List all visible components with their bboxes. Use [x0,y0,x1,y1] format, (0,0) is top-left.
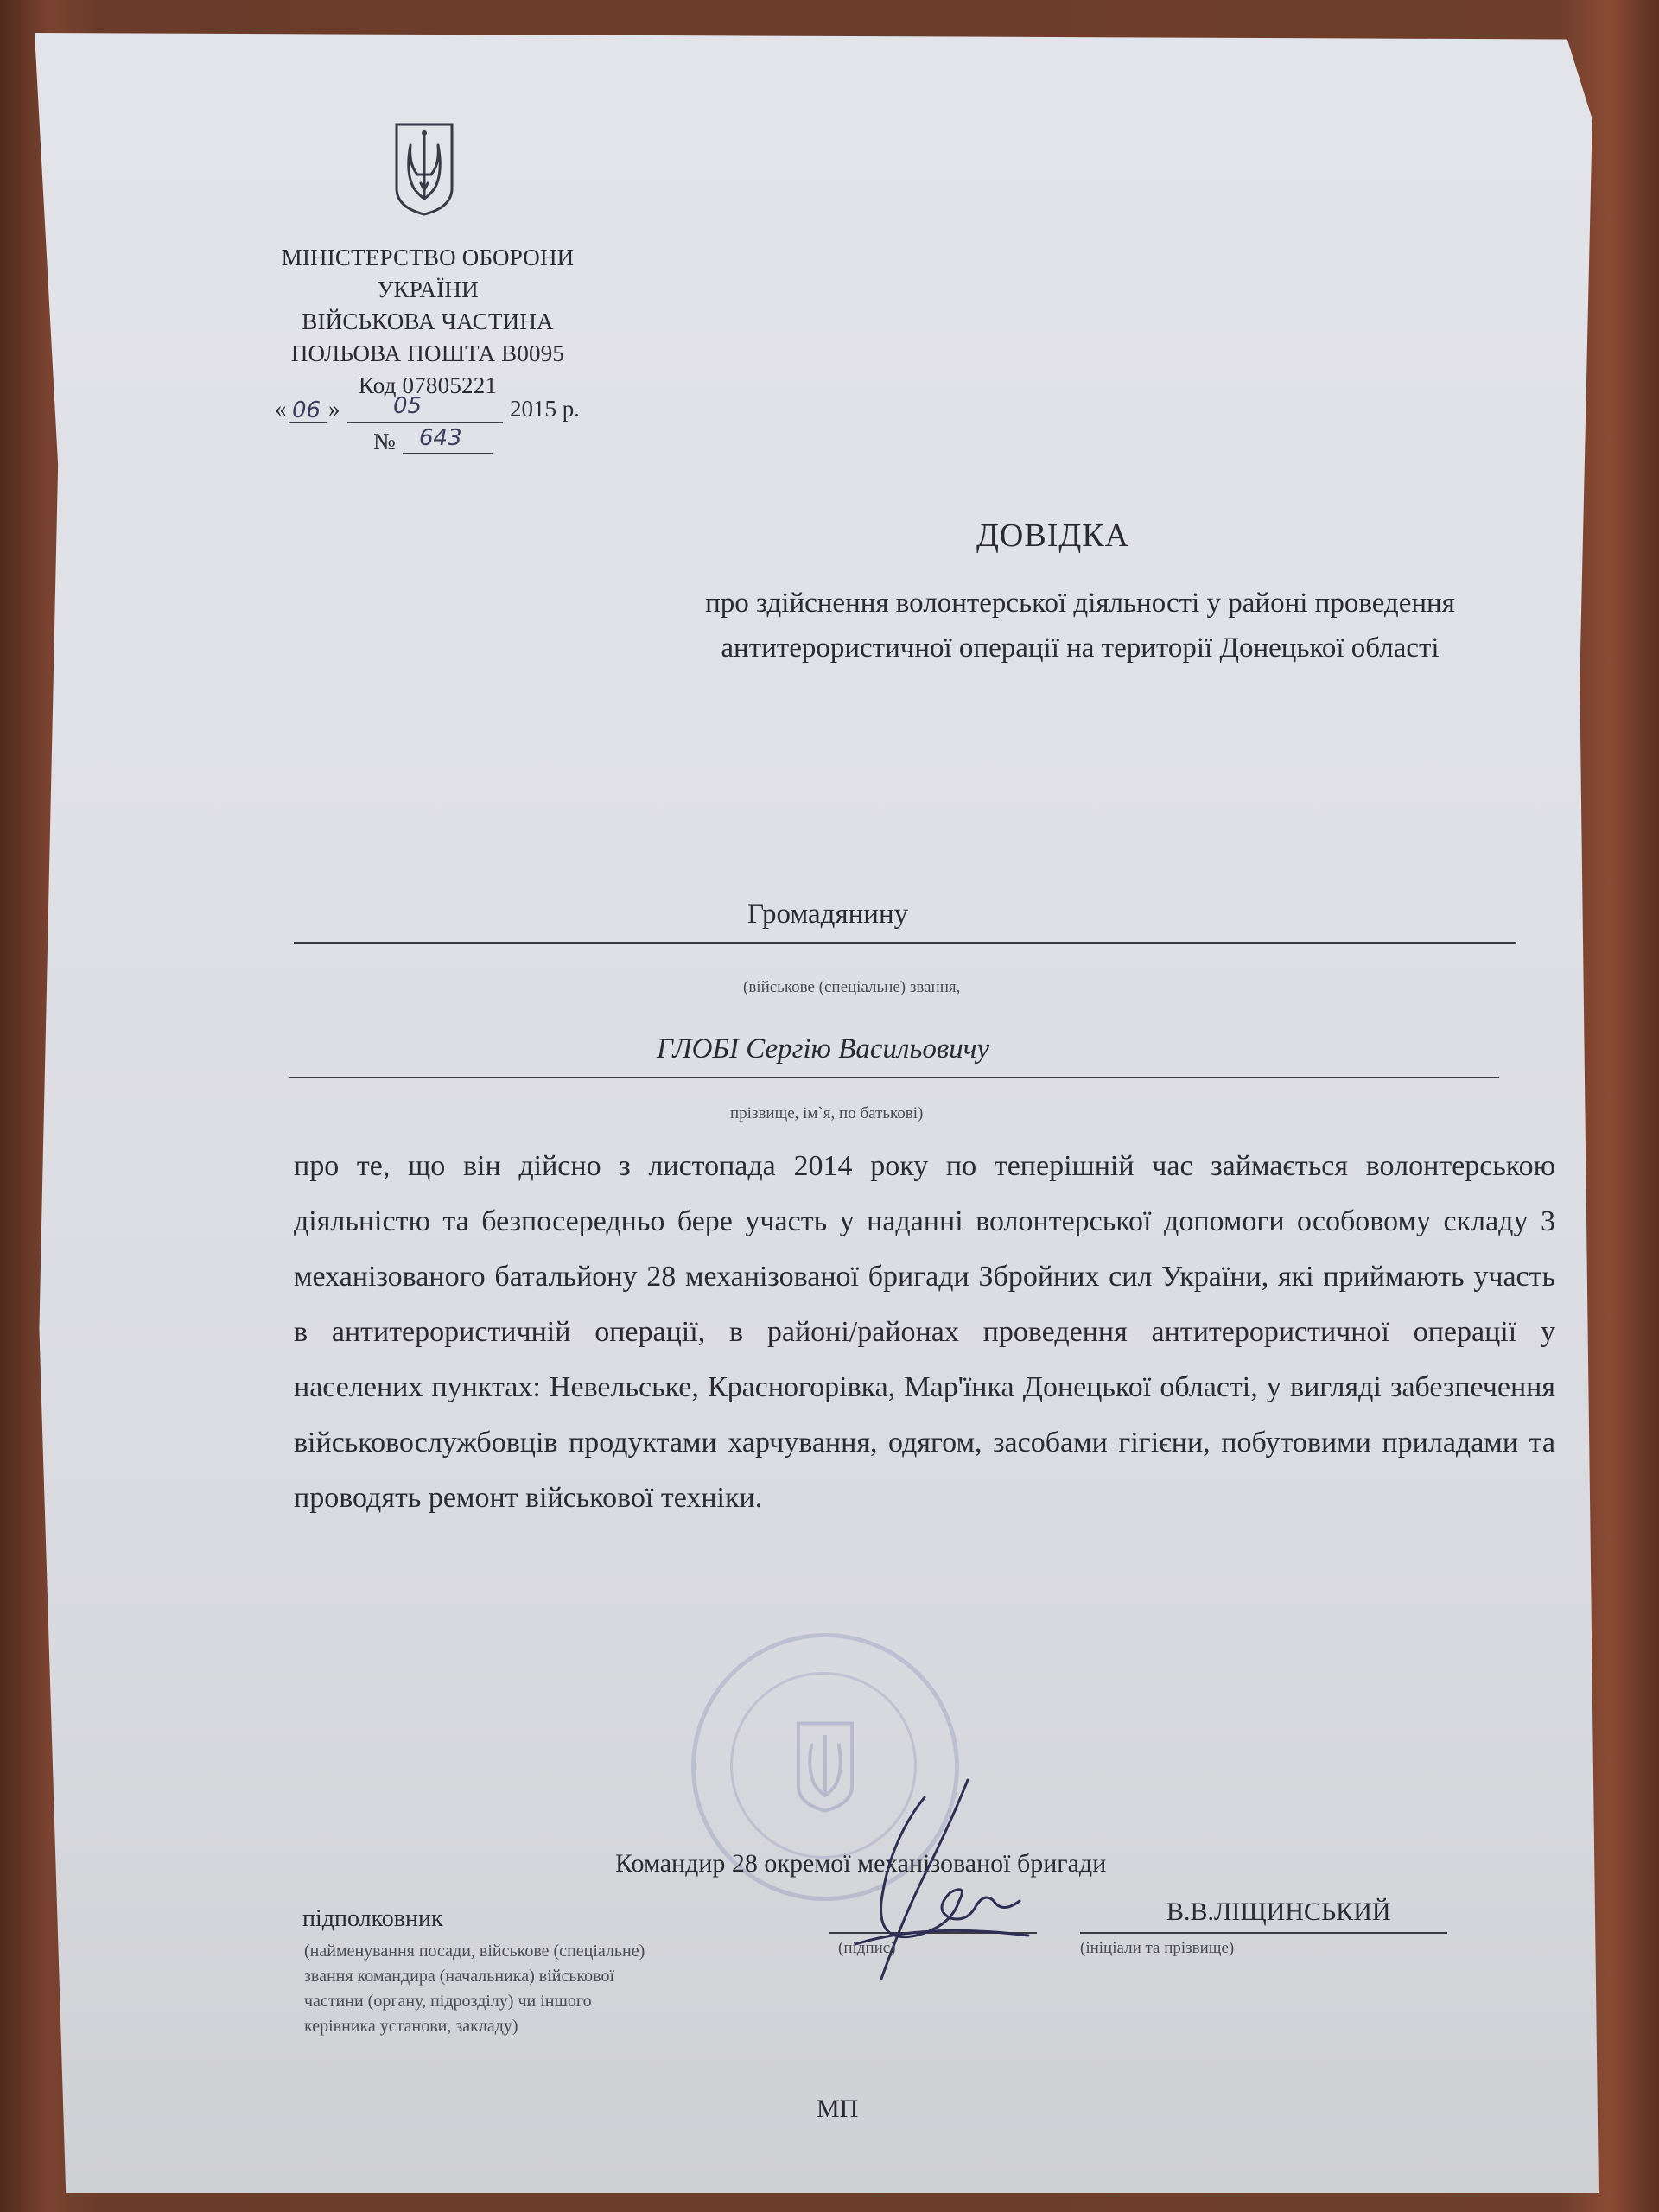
field-post: ПОЛЬОВА ПОШТА В0095 [290,340,565,366]
handwritten-signature [821,1771,1046,1996]
rank-caption: (військове (спеціальне) звання, [743,978,961,996]
military-unit-label: ВІЙСЬКОВА ЧАСТИНА [302,308,554,334]
seal-place-mark: МП [817,2094,859,2123]
unit-code: Код 07805221 [358,372,498,398]
number-label: № [373,429,396,454]
signer-underline [1080,1932,1447,1934]
commander-position: підполковник [302,1905,443,1932]
name-caption: прізвище, ім`я, по батькові) [730,1104,924,1122]
date-day-underline [289,422,327,423]
signature-caption: (підпис) [838,1939,896,1957]
ministry-country: УКРАЇНИ [377,276,479,302]
date-open-quote: « [275,396,287,422]
ministry-name: МІНІСТЕРСТВО ОБОРОНИ [281,245,575,270]
name-underline [289,1077,1499,1078]
date-day: 06 [292,397,321,423]
document-subtitle: про здійснення волонтерської діяльності у районі проведення антитерористичної операції на території Донецької області [705,588,1455,664]
position-caption: (найменування посади, військове (спеціальне) звання командира (начальника) військової частини (органу, підрозділу) чи іншого керівника установи, закладу) [304,1942,645,2036]
coat-of-arms-icon [393,121,455,218]
document-title: ДОВІДКА [976,518,1130,554]
certificate-body: про те, що він дійсно з листопада 2014 року по теперішній час займається волонтерською діяльністю та безпосередньо бере участь у наданні волонтерської допомоги особовому складу 3 механізованого батальйону 28 механізованої бригади Збройних сил України, які приймають участь в антитерористичній операції, в районі/районах проведення антитерористичної операції у населених пунктах: Невельське, Красногорівка, Мар'їнка Донецької області, у вигляді забезпечення військовослужбовців продуктами харчування, одягом, засобами гігієни, побутовими приладами та проводять ремонт військової техніки. [294,1150,1555,1514]
date-month: 05 [393,393,423,419]
rank-underline [294,942,1516,944]
document-number: 643 [419,425,462,451]
date-year: 2015 р. [510,396,580,422]
signer-caption: (ініціали та прізвище) [1080,1939,1235,1957]
recipient-name: ГЛОБІ Сергію Васильовичу [657,1033,990,1065]
date-close-quote: » [328,396,340,422]
date-month-underline [347,422,503,423]
signer-name: В.В.ЛІЩИНСЬКИЙ [1166,1897,1391,1926]
number-underline [403,453,493,454]
commander-title: Командир 28 окремої механізованої бригади [615,1849,1107,1878]
rank-value: Громадянину [747,899,909,930]
